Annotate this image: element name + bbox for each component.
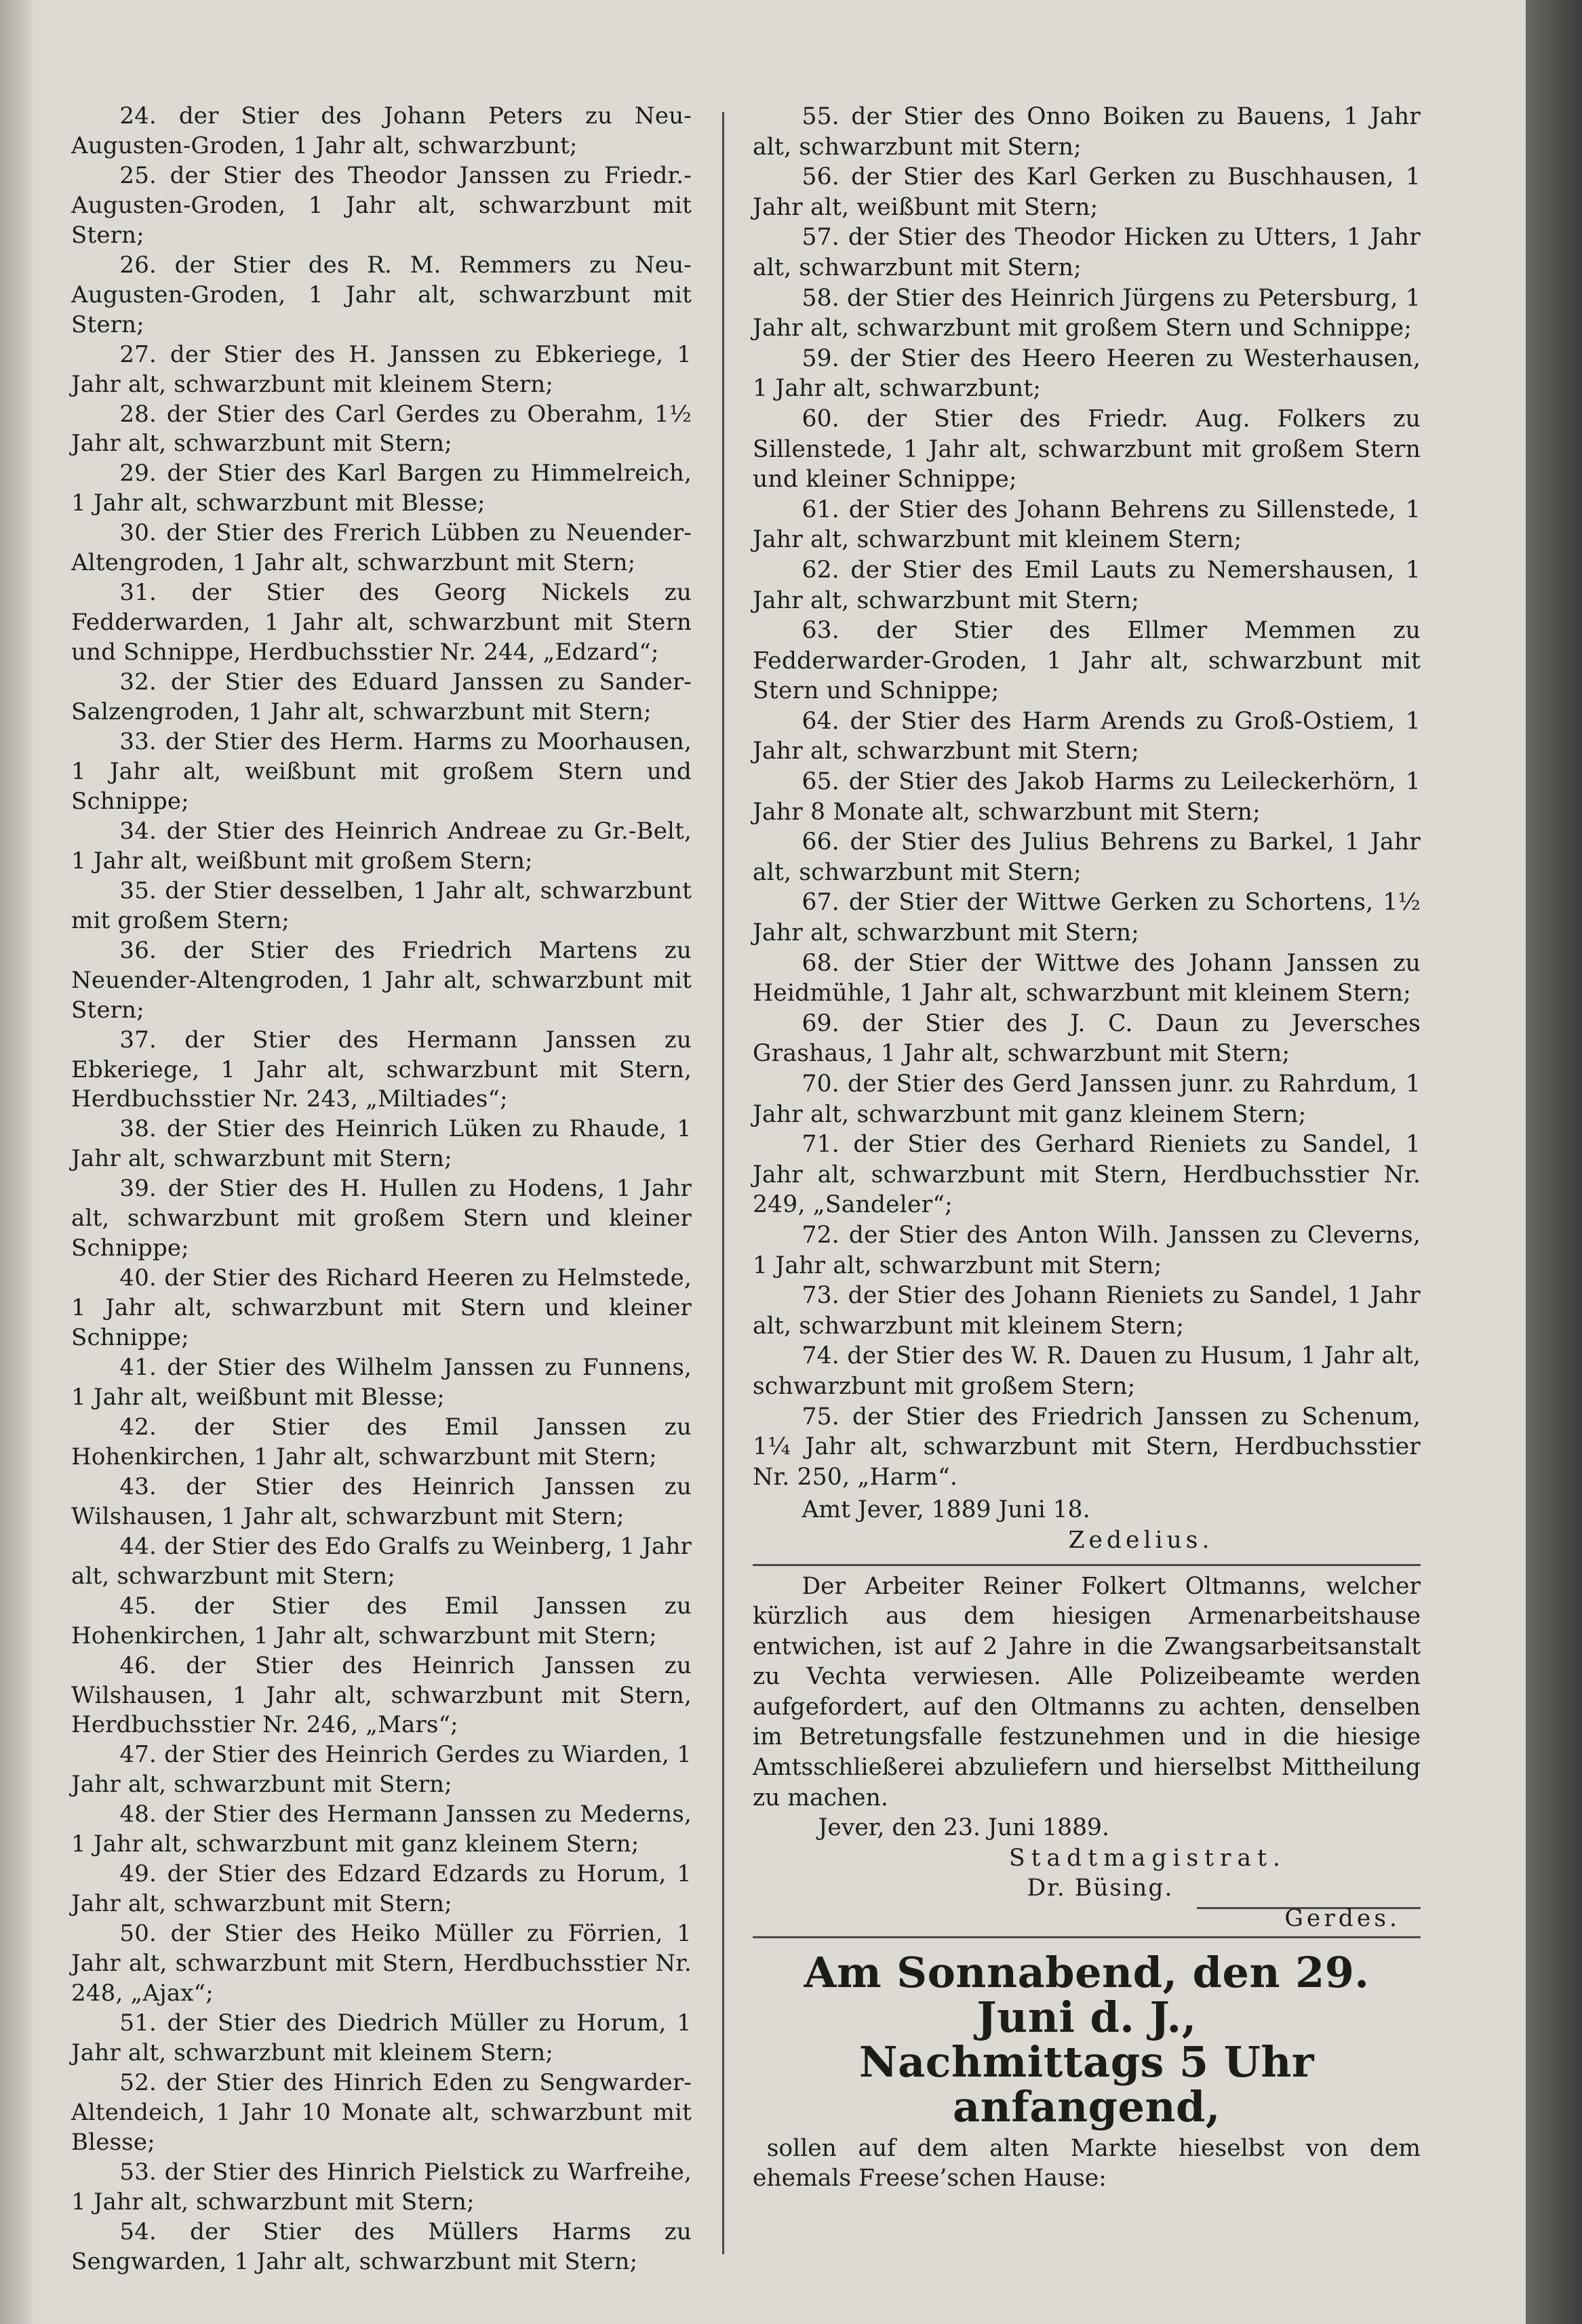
stier-entry: 52. der Stier des Hinrich Eden zu Sengwarder-Altendeich, 1 Jahr 10 Monate alt, schwarzbunt mit Blesse; [71, 2068, 692, 2156]
notice-signer: Dr. Büsing. [1027, 1875, 1174, 1902]
stier-entry: 46. der Stier des Heinrich Janssen zu Wilshausen, 1 Jahr alt, schwarzbunt mit Stern, Herdbuchsstier Nr. 246, „Mars“; [71, 1651, 692, 1739]
stier-entry: 33. der Stier des Herm. Harms zu Moorhausen, 1 Jahr alt, weißbunt mit großem Stern und Schnippe; [71, 728, 692, 815]
stier-entry: 44. der Stier des Edo Gralfs zu Weinberg, 1 Jahr alt, schwarzbunt mit Stern; [71, 1532, 692, 1590]
column-divider [722, 112, 724, 2254]
stier-entry: 55. der Stier des Onno Boiken zu Bauens, 1 Jahr alt, schwarzbunt mit Stern; [753, 103, 1421, 161]
stier-entry: 26. der Stier des R. M. Remmers zu Neu-Augusten-Groden, 1 Jahr alt, schwarzbunt mit Stern; [71, 251, 692, 338]
stier-entry: 69. der Stier des J. C. Daun zu Jeversches Grashaus, 1 Jahr alt, schwarzbunt mit Stern; [753, 1009, 1421, 1068]
stier-entry: 65. der Stier des Jakob Harms zu Leileckerhörn, 1 Jahr 8 Monate alt, schwarzbunt mit Stern; [753, 768, 1421, 826]
stier-entry: 40. der Stier des Richard Heeren zu Helmstede, 1 Jahr alt, schwarzbunt mit Stern und kleiner Schnippe; [71, 1264, 692, 1352]
stier-entry: 24. der Stier des Johann Peters zu Neu-Augusten-Groden, 1 Jahr alt, schwarzbunt; [71, 102, 692, 159]
right-entries [753, 102, 1421, 1492]
stier-entry: 25. der Stier des Theodor Janssen zu Friedr.-Augusten-Groden, 1 Jahr alt, schwarzbunt mit Stern; [71, 161, 692, 249]
stier-entry: 32. der Stier des Eduard Janssen zu Sander-Salzengroden, 1 Jahr alt, schwarzbunt mit Stern; [71, 668, 692, 726]
stier-entry: 47. der Stier des Heinrich Gerdes zu Wiarden, 1 Jahr alt, schwarzbunt mit Stern; [71, 1741, 692, 1799]
notice-text: Der Arbeiter Reiner Folkert Oltmanns, welcher kürzlich aus dem hiesigen Armenarbeitshause entwichen, ist auf 2 Jahre in die Zwangsarbeitsanstalt zu Vechta verwiesen. Alle Polizeibeamte werden aufgefordert, auf den Oltmanns zu achten, denselben im Betretungsfalle festzunehmen und in die hiesige Amtsschließerei abzuliefern und hierselbst Mittheilung zu machen. [753, 1572, 1421, 1811]
stier-entry: 42. der Stier des Emil Janssen zu Hohenkirchen, 1 Jahr alt, schwarzbunt mit Stern; [71, 1413, 692, 1470]
stier-entry: 39. der Stier des H. Hullen zu Hodens, 1 Jahr alt, schwarzbunt mit großem Stern und kleiner Schnippe; [71, 1175, 692, 1262]
stier-entry: 27. der Stier des H. Janssen zu Ebkeriege, 1 Jahr alt, schwarzbunt mit kleinem Stern; [71, 340, 692, 398]
stier-entry: 71. der Stier des Gerhard Rieniets zu Sandel, 1 Jahr alt, schwarzbunt mit Stern, Herdbuchsstier Nr. 249, „Sandeler“; [753, 1131, 1421, 1219]
stier-entry: 73. der Stier des Johann Rieniets zu Sandel, 1 Jahr alt, schwarzbunt mit kleinem Stern; [753, 1282, 1421, 1340]
stier-entry: 74. der Stier des W. R. Dauen zu Husum, 1 Jahr alt, schwarzbunt mit großem Stern; [753, 1342, 1421, 1400]
stier-entry: 36. der Stier des Friedrich Martens zu Neuender-Altengroden, 1 Jahr alt, schwarzbunt mit Stern; [71, 936, 692, 1024]
ad-body: sollen auf dem alten Markte hieselbst von dem ehemals Freese’schen Hause: [753, 2134, 1421, 2192]
ad-rule [753, 1936, 1421, 1938]
stier-entry: 43. der Stier des Heinrich Janssen zu Wilshausen, 1 Jahr alt, schwarzbunt mit Stern; [71, 1472, 692, 1530]
stier-entry: 59. der Stier des Heero Heeren zu Westerhausen, 1 Jahr alt, schwarzbunt; [753, 344, 1421, 403]
stier-entry: 30. der Stier des Frerich Lübben zu Neuender-Altengroden, 1 Jahr alt, schwarzbunt mit Stern; [71, 519, 692, 577]
amt-signature: Zedelius. [1068, 1526, 1214, 1554]
left-column [71, 102, 692, 2277]
amt-date-line: Amt Jever, 1889 Juni 18. [802, 1496, 1090, 1524]
notice-date: Jever, den 23. Juni 1889. [818, 1814, 1109, 1842]
notice-clerk: Gerdes. [1284, 1905, 1400, 1933]
stier-entry: 63. der Stier des Ellmer Memmen zu Fedderwarder-Groden, 1 Jahr alt, schwarzbunt mit Stern und Schnippe; [753, 617, 1421, 705]
stier-entry: 70. der Stier des Gerd Janssen junr. zu Rahrdum, 1 Jahr alt, schwarzbunt mit ganz kleinem Stern; [753, 1070, 1421, 1128]
stier-entry: 31. der Stier des Georg Nickels zu Fedderwarden, 1 Jahr alt, schwarzbunt mit Stern und Schnippe, Herdbuchsstier Nr. 244, „Edzard“; [71, 579, 692, 666]
stier-entry: 50. der Stier des Heiko Müller zu Förrien, 1 Jahr alt, schwarzbunt mit Stern, Herdbuchsstier Nr. 248, „Ajax“; [71, 1920, 692, 2007]
stier-entry: 60. der Stier des Friedr. Aug. Folkers zu Sillenstede, 1 Jahr alt, schwarzbunt mit großem Stern und kleiner Schnippe; [753, 405, 1421, 494]
stier-entry: 67. der Stier der Wittwe Gerken zu Schortens, 1½ Jahr alt, schwarzbunt mit Stern; [753, 889, 1421, 947]
right-column [753, 102, 1421, 2194]
stier-entry: 53. der Stier des Hinrich Pielstick zu Warfreihe, 1 Jahr alt, schwarzbunt mit Stern; [71, 2158, 692, 2216]
stier-entry: 28. der Stier des Carl Gerdes zu Oberahm, 1½ Jahr alt, schwarzbunt mit Stern; [71, 400, 692, 458]
stier-entry: 35. der Stier desselben, 1 Jahr alt, schwarzbunt mit großem Stern; [71, 877, 692, 934]
stier-entry: 38. der Stier des Heinrich Lüken zu Rhaude, 1 Jahr alt, schwarzbunt mit Stern; [71, 1115, 692, 1173]
stier-entry: 37. der Stier des Hermann Janssen zu Ebkeriege, 1 Jahr alt, schwarzbunt mit Stern, Herdbuchsstier Nr. 243, „Miltiades“; [71, 1026, 692, 1113]
stier-entry: 75. der Stier des Friedrich Janssen zu Schenum, 1¼ Jahr alt, schwarzbunt mit Stern, Herdbuchsstier Nr. 250, „Harm“. [753, 1403, 1421, 1491]
ad-headline-line1: Am Sonnabend, den 29. Juni d. J., [804, 1947, 1370, 2042]
stier-entry: 49. der Stier des Edzard Edzards zu Horum, 1 Jahr alt, schwarzbunt mit Stern; [71, 1860, 692, 1918]
page-binding-edge [0, 0, 33, 2324]
stier-entry: 54. der Stier des Müllers Harms zu Sengwarden, 1 Jahr alt, schwarzbunt mit Stern; [71, 2218, 692, 2275]
stier-entry: 45. der Stier des Emil Janssen zu Hohenkirchen, 1 Jahr alt, schwarzbunt mit Stern; [71, 1592, 692, 1649]
stier-entry: 64. der Stier des Harm Arends zu Groß-Ostiem, 1 Jahr alt, schwarzbunt mit Stern; [753, 707, 1421, 765]
stier-entry: 41. der Stier des Wilhelm Janssen zu Funnens, 1 Jahr alt, weißbunt mit Blesse; [71, 1354, 692, 1411]
stier-entry: 29. der Stier des Karl Bargen zu Himmelreich, 1 Jahr alt, schwarzbunt mit Blesse; [71, 460, 692, 517]
page-right-shadow [1526, 0, 1582, 2324]
stier-entry: 57. der Stier des Theodor Hicken zu Utters, 1 Jahr alt, schwarzbunt mit Stern; [753, 224, 1421, 281]
stier-entry: 61. der Stier des Johann Behrens zu Sillenstede, 1 Jahr alt, schwarzbunt mit kleinem Stern; [753, 496, 1421, 554]
ad-headline-line2: Nachmittags 5 Uhr anfangend, [858, 2037, 1315, 2131]
stier-entry: 51. der Stier des Diedrich Müller zu Horum, 1 Jahr alt, schwarzbunt mit kleinem Stern; [71, 2009, 692, 2066]
notice-authority: Stadtmagistrat. [1009, 1844, 1286, 1872]
stier-entry: 34. der Stier des Heinrich Andreae zu Gr.-Belt, 1 Jahr alt, weißbunt mit großem Stern; [71, 817, 692, 875]
stier-entry: 58. der Stier des Heinrich Jürgens zu Petersburg, 1 Jahr alt, schwarzbunt mit großem Stern und Schnippe; [753, 284, 1421, 342]
stier-entry: 56. der Stier des Karl Gerken zu Buschhausen, 1 Jahr alt, weißbunt mit Stern; [753, 163, 1421, 221]
stier-entry: 72. der Stier des Anton Wilh. Janssen zu Cleverns, 1 Jahr alt, schwarzbunt mit Stern; [753, 1221, 1421, 1279]
stier-entry: 62. der Stier des Emil Lauts zu Nemershausen, 1 Jahr alt, schwarzbunt mit Stern; [753, 556, 1421, 614]
section-rule [753, 1564, 1421, 1566]
stier-entry: 68. der Stier der Wittwe des Johann Janssen zu Heidmühle, 1 Jahr alt, schwarzbunt mit kleinem Stern; [753, 949, 1421, 1007]
stier-entry: 48. der Stier des Hermann Janssen zu Mederns, 1 Jahr alt, schwarzbunt mit ganz kleinem Stern; [71, 1801, 692, 1858]
stier-entry: 66. der Stier des Julius Behrens zu Barkel, 1 Jahr alt, schwarzbunt mit Stern; [753, 828, 1421, 886]
